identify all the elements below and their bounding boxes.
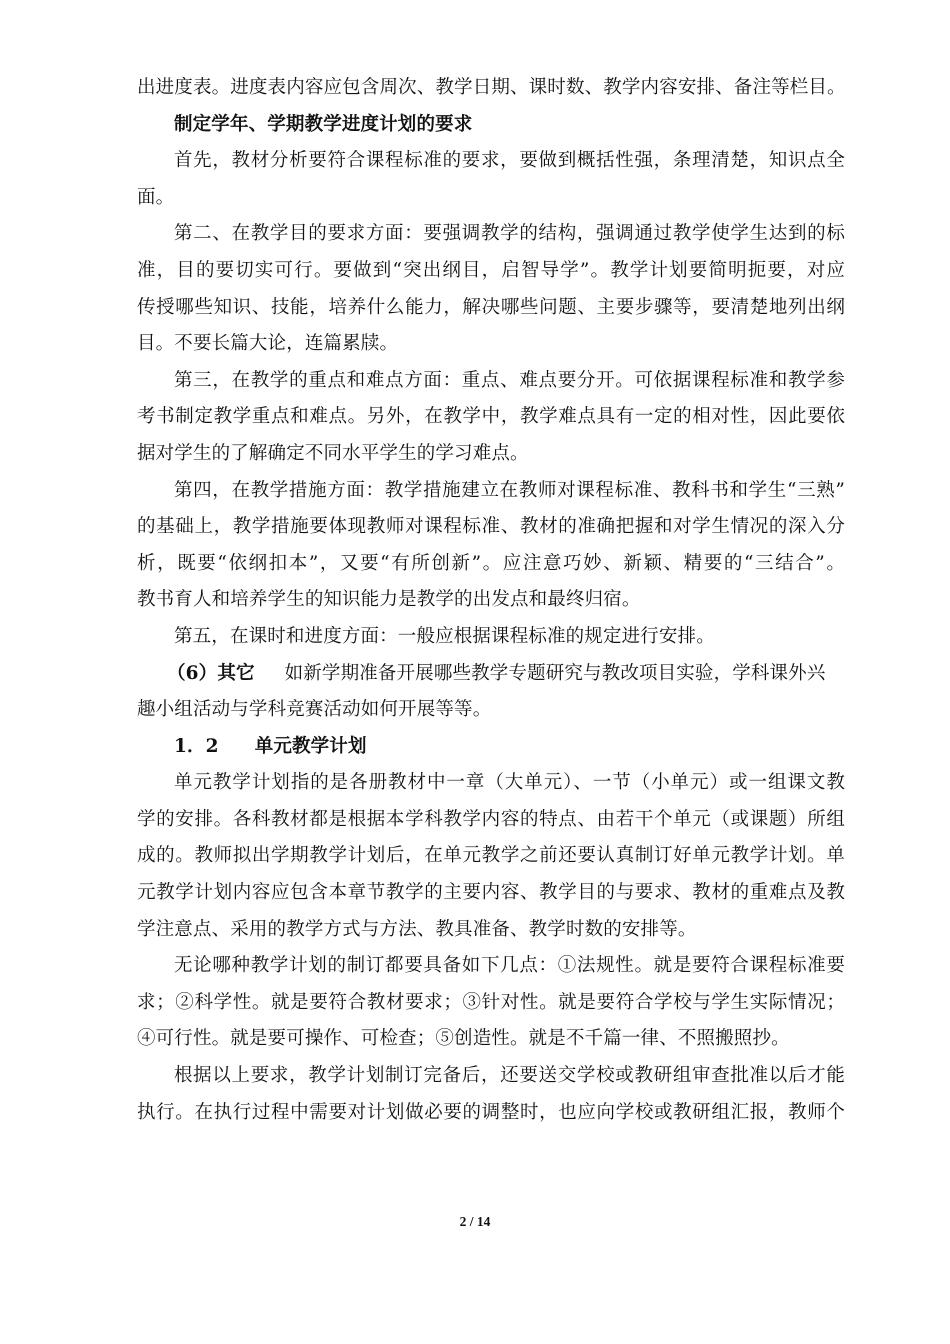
- paragraph-line: 第三，在教学的重点和难点方面：重点、难点要分开。可依据课程标准和教学参: [174, 369, 845, 391]
- page-number: 2 / 14: [459, 1214, 491, 1229]
- paragraph-line: 面。: [137, 186, 175, 208]
- paragraph-line: 元教学计划内容应包含本章节教学的主要内容、教学目的与要求、教材的重难点及教: [137, 882, 845, 904]
- paragraph-line: 首先，教材分析要符合课程标准的要求，要做到概括性强，条理清楚，知识点全: [174, 150, 845, 172]
- paragraph-line: 出进度表。进度表内容应包含周次、教学日期、课时数、教学内容安排、备注等栏目。: [137, 77, 846, 98]
- paragraph-line: 教书育人和培养学生的知识能力是教学的出发点和最终归宿。: [137, 589, 641, 611]
- other-label: （6）其它: [167, 662, 255, 684]
- paragraph-line: 据对学生的了解确定不同水平学生的学习难点。: [137, 442, 529, 464]
- paragraph-line: 第二、在教学目的要求方面：要强调教学的结构，强调通过教学使学生达到的标: [174, 223, 845, 245]
- paragraph-line: 考书制定教学重点和难点。另外，在教学中，教学难点具有一定的相对性，因此要依: [137, 406, 845, 428]
- subheading: 制定学年、学期教学进度计划的要求: [174, 113, 473, 135]
- paragraph-line: 无论哪种教学计划的制订都要具备如下几点：①法规性。就是要符合课程标准要: [174, 955, 845, 977]
- paragraph-line: 根据以上要求，教学计划制订完备后，还要送交学校或教研组审查批准以后才能: [174, 1065, 845, 1087]
- section-title: 单元教学计划: [254, 735, 367, 757]
- paragraph-line: 执行。在执行过程中需要对计划做必要的调整时，也应向学校或教研组汇报，教师个: [137, 1101, 845, 1123]
- paragraph-line: 目。不要长篇大论，连篇累牍。: [137, 333, 399, 355]
- paragraph-line: 析，既要“依纲扣本”，又要“有所创新”。应注意巧妙、新颖、精要的“三结合”。: [137, 552, 845, 574]
- other-paragraph-line: [137, 656, 845, 693]
- paragraph-line: 求；②科学性。就是要符合教材要求；③针对性。就是要符合学校与学生实际情况；: [137, 991, 845, 1013]
- paragraph-line: 传授哪些知识、技能，培养什么能力，解决哪些问题、主要步骤等，要清楚地列出纲: [137, 296, 845, 318]
- paragraph-line: 准，目的要切实可行。要做到“突出纲目，启智导学”。教学计划要简明扼要，对应: [137, 259, 845, 281]
- document-page: [137, 70, 845, 1131]
- other-text: 如新学期准备开展哪些教学专题研究与教改项目实验，学科课外兴: [284, 662, 826, 684]
- paragraph-line: 学注意点、采用的教学方式与方法、教具准备、教学时数的安排等。: [137, 918, 697, 940]
- paragraph-line: 第四，在教学措施方面：教学措施建立在教师对课程标准、教科书和学生“三熟”: [174, 479, 845, 501]
- paragraph-line: 趣小组活动与学科竞赛活动如何开展等等。: [137, 699, 492, 721]
- paragraph-line: 成的。教师拟出学期教学计划后，在单元教学之前还要认真制订好单元教学计划。单: [137, 845, 845, 867]
- paragraph-line: ④可行性。就是要可操作、可检查；⑤创造性。就是不千篇一律、不照搬照抄。: [137, 1028, 790, 1050]
- paragraph-line: 的基础上，教学措施要体现教师对课程标准、教材的准确把握和对学生情况的深入分: [137, 516, 845, 538]
- paragraph-line: 单元教学计划指的是各册教材中一章（大单元）、一节（小单元）或一组课文教: [174, 772, 845, 794]
- section-number: 1．2: [174, 735, 219, 757]
- paragraph-line: 学的安排。各科教材都是根据本学科教学内容的特点、由若干个单元（或课题）所组: [137, 808, 845, 830]
- section-heading: [137, 729, 845, 766]
- paragraph-line: 第五，在课时和进度方面：一般应根据课程标准的规定进行安排。: [174, 625, 715, 647]
